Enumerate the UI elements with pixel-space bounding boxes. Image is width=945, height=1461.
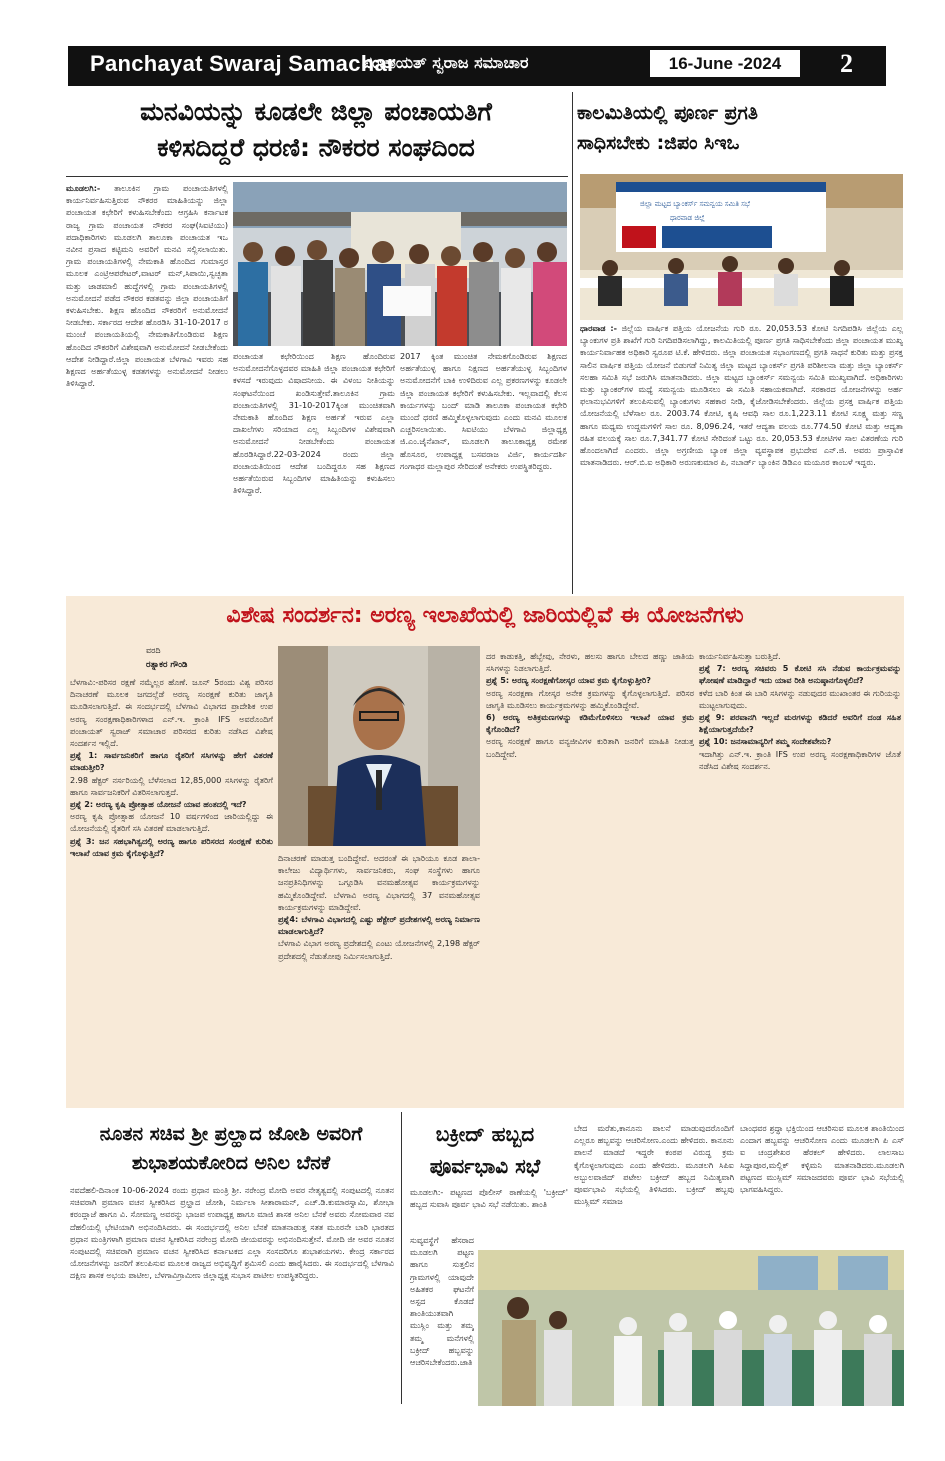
interview-intro: ಬೆಳಗಾವಿ:-ಪರಿಸರ ರಕ್ಷಣೆ ನಮ್ಮೆಲ್ಲರ ಹೊಣೆ. ಜೂನ್ 5ರಂದು ವಿಶ್ವ ಪರಿಸರ ದಿನಾಚರಣೆ ಮೂಲಕ ಜಗದಲ್ಲೆಡೆ ಅರಣ್ಯ ಸಂರಕ್ಷಣೆ ಕುರಿತು ಜಾಗೃತಿ ಮೂಡಿಸಲಾಗುತ್ತಿದೆ. ಈ ಸಂದರ್ಭದಲ್ಲಿ ಬೆಳಗಾವಿ ವಿಭಾಗದ ಪ್ರಾದೇಶಿಕ ಉಪ ಅರಣ್ಯ ಸಂರಕ್ಷಣಾಧಿಕಾರಿಗಳಾದ ಎನ್.ಇ. ಕ್ರಾಂತಿ IFS ಅವರೊಂದಿಗೆ ಪಂಚಾಯತ್ ಸ್ವರಾಜ್ ಸಮಾಚಾರ ಪರಿಸರದ ಕುರಿತು ನಡೆಸಿದ ವಿಶೇಷ ಸಂದರ್ಶನ ಇಲ್ಲಿದೆ. bbox=[70, 677, 273, 749]
interview-question-3: ಪ್ರಶ್ನೆ 3: ಜನ ಸಹಭಾಗಿತ್ವದಲ್ಲಿ ಅರಣ್ಯ ಹಾಗೂ ಪರಿಸರದ ಸಂರಕ್ಷಣೆ ಕುರಿತು ಇಲಾಖೆ ಯಾವ ಕ್ರಮ ಕೈಗೊಳ್ಳುತ್ತಿದೆ? bbox=[70, 835, 273, 858]
interview-text: ದರ ಕಾಡುಕತ್ತಿ, ಹೆಬ್ಬೇವು, ನೇರಳು, ಹಲಸು ಹಾಗೂ ಬೇಲದ ಹಣ್ಣು ಜಾತಿಯ ಸಸಿಗಳನ್ನು ನಿಡಲಾಗುತ್ತಿದೆ. bbox=[486, 651, 694, 674]
story5-headline-line2: ಪೂರ್ವಭಾವಿ ಸಭೆ bbox=[429, 1154, 541, 1178]
story2-body: ಜಿಲ್ಲೆಯ ವಾರ್ಷಿಕ ಪತ್ತಿಯ ಯೋಜನೆಯ ಗುರಿ ರೂ. 20,053.53 ಕೋಟಿ ನಿಗದಿಪಡಿಸಿ ಜಿಲ್ಲೆಯ ಎಲ್ಲ ಬ್ಯಾಂಕುಗಳ ಪ್ರತಿ ಶಾಖೆಗೆ ಗುರಿ ನಿಗದಿಪಡಿಸಲಾಗಿದ್ದು, ಕಾಲಮಿತಿಯಲ್ಲಿ ಪೂರ್ಣ ಪ್ರಗತಿ ಸಾಧಿಸಬೇಕೆಂದು ಜಿಲ್ಲಾ ಪಂಚಾಯತ ಮುಖ್ಯ ಕಾರ್ಯನಿರ್ವಾಹಕ ಅಧಿಕಾರಿ ಸ್ವರೂಪ ಟಿ.ಕೆ. ಹೇಳಿದರು. ಜಿಲ್ಲಾ ಪಂಚಾಯತ ಸಭಾಂಗಣದಲ್ಲಿ ಪ್ರಗತಿ ಸಾಧನೆ ಕುರಿತು ಮತ್ತು ಪ್ರಸಕ್ತ ಸಾಲಿನ ವಾರ್ಷಿಕ ಪತ್ತಿಯ ಯೋಜನೆ ಬಿಡುಗಡೆ ನಿಮಿತ್ಯ ಜಿಲ್ಲಾ ಮಟ್ಟದ ಬ್ಯಾಂಕರ್ಸ್ ಪ್ರಗತಿ ಪರಿಶೀಲನಾ ಮತ್ತು ಜಿಲ್ಲಾ ಬ್ಯಾಂಕರ್ಸ್ ಸಲಹಾ ಸಮಿತಿ ಸಭೆ ಜರುಗಿಸಿ ಮಾತನಾಡಿದರು. ಜಿಲ್ಲಾ ಮಟ್ಟದ ಬ್ಯಾಂಕರ್ಸ್ ಸಮನ್ವಯ ಸಮಿತಿ ಮುಖ್ಯವಾಗಿದೆ. ಅಧಿಕಾರಿಗಳು ಮತ್ತು ಬ್ಯಾಂಕರ್‌ಗಳ ಮಧ್ಯೆ ಸಮನ್ವಯ ಮೂಡಿಸಲು ಈ ಸಮಿತಿ ಸಹಾಯಕವಾಗಿದೆ. ಸರಕಾರದ ಯೋಜನೆಗಳನ್ನು ಅರ್ಹ ಫಲಾನುಭವಿಗಳಿಗೆ ತಲುಪಿಸುವಲ್ಲಿ ಬ್ಯಾಂಕುಗಳು ಸಹಕಾರ ನೀಡಿ, ಕೈಜೋಡಿಸಬೇಕೆಂದರು. ಜಿಲ್ಲೆಯ ಪ್ರಸಕ್ತ ವಾರ್ಷಿಕ ಪತ್ತಿಯ ಯೋಜನೆಯಲ್ಲಿ ಬೆಳೆಸಾಲ ರೂ. 2003.74 ಕೋಟಿ, ಕೃಷಿ ಆವಧಿ ಸಾಲ ರೂ.1,223.11 ಕೋಟಿ ಸೂಕ್ಷ್ಮ ಮತ್ತು ಸಣ್ಣ ಹಾಗೂ ಮಧ್ಯಮ ಉದ್ದಮಗಳಿಗೆ ಸಾಲ ರೂ. 8,096.24, ಇತರೆ ಆದ್ಯತಾ ವಲಯ ರೂ.774.50 ಕೋಟಿ ಮತ್ತು ಆದ್ಯತಾ ರಹಿತ ವಲಯಕ್ಕೆ ಸಾಲ ರೂ.7,341.77 ಕೋಟಿ ಸೇರಿದಂತೆ ಒಟ್ಟು ರೂ. 20,053.53 ಕೋಟಿಗಳ ಸಾಲ ವಿತರಣೆಯ ಗುರಿ ಹೊಂದಲಾಗಿದೆ ಎಂದರು. ಜಿಲ್ಲಾ ಅಗ್ರಣೀಯ ಬ್ಯಾಂಕ ಜಿಲ್ಲಾ ವ್ಯವಸ್ಥಾಪಕ ಪ್ರಭುದೇವ ಎನ್.ಜಿ. ಅವರು ಪ್ರಾಸ್ತಾವಿಕ ಮಾತನಾಡಿದರು. ಆರ್.ಬಿ.ಐ ಅಧಿಕಾರಿ ಅರುಣಕುಮಾರ ಪಿ, ನಬಾರ್ಡ್ ಬ್ಯಾಂಕಿನ ಡಿಡಿಎಂ ಮಯೂರ ಕಾಂಬಳೆ ಇದ್ದರು. bbox=[580, 323, 903, 468]
story5-column-3: ಬಾಂಧವರ ಶ್ರದ್ಧಾ ಭಕ್ತಿಯಿಂದ ಆಚರಿಸುವ ಮೂಲಕ ಶಾಂತಿಯಿಂದ ಎಂದಾಗ ಹಬ್ಬವನ್ನು ಆಚರಿಸೋಣ ಎಂದು ಮೂಡಲಗಿ ಪಿ ಎಸ್ ಐ ಚಂದ್ರಶೇಖರ ಹೆರಕಲ್ ಹೇಳಿದರು. ಲಾಲಸಾಬ ಸಿದ್ದಾಪೂರ,ಮಲ್ಲಿಕ್ ಕಳ್ಳಿಮನಿ ಮಾತನಾಡಿದರು.ಮೂಡಲಗಿ ಪಟ್ಟಣದ ಮುಸ್ಲಿಮ್ ಸಮಾಜದವರು ಪೂರ್ವ ಭಾವಿ ಸಭೆಯಲ್ಲಿ ಭಾಗವಹಿಸಿದ್ದರು. bbox=[740, 1123, 904, 1195]
interview-answer-7: ಕಳೆದ ಬಾರಿ ಕಿಂತ ಈ ಬಾರಿ ಸಸಿಗಳನ್ನು ನಡುವುದರ ಮುಖಾಂತರ ಈ ಗುರಿಯನ್ನು ಮುಟ್ಟಲಾಗುವುದು. bbox=[699, 687, 901, 710]
interview-question-4: ಪ್ರಶ್ನೆ4: ಬೆಳಗಾವಿ ವಿಭಾಗದಲ್ಲಿ ಎಷ್ಟು ಹೆಕ್ಟೇರ್ ಪ್ರದೇಶಗಳಲ್ಲಿ ಅರಣ್ಯ ನಿರ್ಮಾಣ ಮಾಡಲಾಗುತ್ತಿದೆ? bbox=[278, 914, 480, 937]
interview-question-9: ಪ್ರಶ್ನೆ 9: ಪರವಾನಗಿ ಇಲ್ಲದೆ ಮರಗಳನ್ನು ಕಡಿದರೆ ಅವರಿಗೆ ದಂಡ ಸಹಿತ ಶಿಕ್ಷೆಯಾಗುತ್ತದೆಯೇ? bbox=[699, 712, 901, 735]
story5-headline-line1: ಬಕ್ರೀದ್ ಹಬ್ಬದ bbox=[435, 1122, 535, 1146]
story5-photo bbox=[478, 1250, 904, 1406]
story3-column-1 bbox=[70, 676, 273, 1108]
story1-headline bbox=[66, 94, 566, 167]
story4-text: ನವದೆಹಲಿ-ದಿನಾಂಕ 10-06-2024 ರಂದು ಪ್ರಧಾನ ಮಂತ್ರಿ ಶ್ರೀ. ನರೇಂದ್ರ ಮೋದಿ ಅವರ ನೇತೃತ್ವದಲ್ಲಿ ಸಂಪುಟದಲ್ಲಿ ನೂತನ ಸಚಿವರಾಗಿ ಪ್ರಮಾಣ ವಚನ ಸ್ವೀಕರಿಸಿದ ಪ್ರಲ್ಹಾದ ಜೋಶಿ, ನಿರ್ಮಲಾ ಸೀತಾರಾಮನ್, ಎಚ್.ಡಿ.ಕುಮಾರಸ್ವಾಮಿ, ಶೋಭಾ ಕರಂದ್ಲಾಜೆ ಹಾಗೂ ವಿ. ಸೋಮಣ್ಣ ಅವರನ್ನು ಭಾಜಪ ಉಪಾಧ್ಯಕ್ಷ ಹಾಗೂ ಮಾಜಿ ಶಾಸಕ ಅನಿಲ ಬೆನಕೆ ಅವರು ಸೋಮವಾರ ನವ ದೆಹಲಿಯಲ್ಲಿ ಭೇಟಿಯಾಗಿ ಅಭಿನಂದಿಸಿದರು. ಈ ಸಂದರ್ಭದಲ್ಲಿ ಅನಿಲ ಬೆನಕೆ ಮಾತನಾಡುತ್ತ ಸತತ ಮೂರನೇ ಬಾರಿ ಭಾರತದ ಪ್ರಧಾನ ಮಂತ್ರಿಗಳಾಗಿ ಪ್ರಮಾಣ ವಚನ ಸ್ವೀಕರಿಸಿದ ನರೇಂದ್ರ ಮೋದಿ ಜೀಯವರನ್ನು ಅಭಿನಂದಿಸುತ್ತೇನೆ. ಮೋದಿ ಜೀ ಅವರ ನೂತನ ಸಂಪುಟದಲ್ಲಿ ಸಚಿವರಾಗಿ ಪ್ರಮಾಣ ವಚನ ಸ್ವೀಕರಿಸಿದ ಕರ್ನಾಟಕದ ಎಲ್ಲಾ ಸಂಸದರಿಗೂ ಶುಭಾಶಯಗಳು. ಕೇಂದ್ರ ಸರ್ಕಾರದ ಯೋಜನೆಗಳನ್ನು ಜನರಿಗೆ ತಲುಪಿಸುವ ಮೂಲಕ ರಾಜ್ಯದ ಅಭಿವೃದ್ಧಿಗೆ ಶ್ರಮಿಸಲಿ ಎಂದು ಹಾರೈಸಿದರು. ಈ ಸಂದರ್ಭದಲ್ಲಿ ಬೆಳಗಾವಿ ದಕ್ಷಿಣ ಶಾಸಕ ಅಭಯ ಪಾಟೀಲ, ಬೆಳಗಾವಿಗ್ರಾಮೀಣ ಜಿಲ್ಲಾಧ್ಯಕ್ಷ ಸುಭಾಸ ಪಾಟೀಲ ಉಪಸ್ಥಿತರಿದ್ದರು. bbox=[70, 1185, 394, 1281]
story2-text bbox=[580, 322, 903, 590]
story4-headline-line2: ಶುಭಾಶಯಕೋರಿದ ಅನಿಲ ಬೆನಕೆ bbox=[131, 1152, 331, 1175]
story1-photo bbox=[233, 182, 567, 346]
interview-text: ಕಾರ್ಯನಿರ್ವಹಿಸುತ್ತಾ ಬರುತ್ತಿದೆ. bbox=[699, 651, 781, 661]
story3-column-4 bbox=[699, 650, 901, 1108]
story5-column-1: ಸುವ್ಯವಸ್ಥೆಗೆ ಹೆಸರಾದ ಮೂಡಲಗಿ ಪಟ್ಟಣ ಹಾಗೂ ಸುತ್ತಲಿನ ಗ್ರಾಮಗಳಲ್ಲಿ ಯಾವುದೇ ಅಹಿತಕರ ಘಟನೆಗೆ ಅಸ್ಪದ ಕೊಡದೆ ಶಾಂತಿಯುತವಾಗಿ ಮುಸ್ಲಿಂ ಮತ್ತು ತಮ್ಮ ತಮ್ಮ ಮನೆಗಳಲ್ಲಿ ಬಕ್ರೀದ್ ಹಬ್ಬವನ್ನು ಆಚರಿಸಬೇಕೆಂದರು.ಜಾತಿ bbox=[410, 1235, 474, 1368]
masthead-title-english: Panchayat Swaraj Samachar bbox=[90, 51, 396, 76]
interview-answer-2: ಅರಣ್ಯ ಕೃಷಿ ಪ್ರೋತ್ಸಾಹ ಯೋಜನೆ 10 ವರ್ಷಗಳಿಂದ ಜಾರಿಯಲ್ಲಿದ್ದು ಈ ಯೋಜನೆಯಲ್ಲಿ ರೈತರಿಗೆ ಸಸಿ ವಿತರಣೆ ಮಾಡಲಾಗುತ್ತಿದೆ. bbox=[70, 811, 273, 834]
story5-headline bbox=[405, 1118, 565, 1182]
story3-column-2 bbox=[278, 852, 480, 1108]
banner-text: ಧಾರವಾಡ ಜಿಲ್ಲೆ bbox=[670, 214, 705, 222]
story5-intro: ಮೂಡಲಗಿ:- ಪಟ್ಟಣದ ಪೊಲೀಸ್ ಠಾಣೆಯಲ್ಲಿ 'ಬಕ್ರೀದ್' ಹಬ್ಬದ ಸುವಾಸಿ ಪೂರ್ವ ಭಾವಿ ಸಭೆ ನಡೆಯಿತು. ಶಾಂತಿ bbox=[410, 1187, 568, 1210]
interview-question-10: ಪ್ರಶ್ನೆ 10: ಜನಸಾಮಾನ್ಯರಿಗೆ ತಮ್ಮ ಸಂದೇಶವೇನು? bbox=[699, 736, 832, 747]
interview-answer-1: 2.98 ಹೆಕ್ಟರ್ ನರ್ಸರಿಯಲ್ಲಿ ಬೆಳೆಸಲಾದ 12,85,000 ಸಸಿಗಳನ್ನು ರೈತರಿಗೆ ಹಾಗೂ ಸಾರ್ವಜನಿಕರಿಗೆ ವಿತರಿಸಲಾಗುತ್ತದೆ. bbox=[70, 774, 273, 797]
story5-column-2: ಬೇದ ಮರೆತು,ಕಾನೂನು ಪಾಲನೆ ಮಾಡುವುದರೊಂದಿಗೆ ಎಲ್ಲರೂ ಹಬ್ಬವನ್ನು ಆಚರಿಸೋಣ.ಎಂದು ಹೇಳಿದರು. ಕಾನೂನು ಪಾಲನೆ ಮಾಡದೆ ಇದ್ದರೇ ಕಂಠಪ ವಿರುದ್ಧ ಕ್ರಮ ಕೈಗೊಳ್ಳಲಾಗುವುದು ಎಂದು ಹೇಳಿದರು. ಮೂಡಲಗಿ ಸಿಪಿಐ ಅಬ್ಬುಲವಾಜಿದ್ ಪಟೇಲ ಬಕ್ರೀದ್ ಹಬ್ಬದ ನಿಮಿತ್ಯವಾಗಿ ಪೂರ್ವಭಾವಿ ಸಭೆಯಲ್ಲಿ ತಿಳಿಸಿದರು. ಬಕ್ರೀದ್ ಹಬ್ಬವು ಮುಸ್ಲಿಮ್ ಸಮಾಜ bbox=[574, 1123, 734, 1207]
issue-date: 16-June -2024 bbox=[650, 50, 800, 77]
interview-answer-10: ಇದಾಗಿತ್ತು ಎನ್.ಇ. ಕ್ರಾಂತಿ IFS ಉಪ ಅರಣ್ಯ ಸಂರಕ್ಷಣಾಧಿಕಾರಿಗಳ ಜೊತೆ ನಡೆಸಿದ ವಿಶೇಷ ಸಂದರ್ಶನ. bbox=[699, 748, 901, 771]
byline-label: ವರದಿ bbox=[146, 646, 161, 655]
masthead-title-kannada: ಪಂಚಾಯತ್ ಸ್ವರಾಜ ಸಮಾಚಾರ bbox=[362, 53, 529, 72]
story2-photo bbox=[580, 174, 903, 320]
story1-headline-line1: ಮನವಿಯನ್ನು ಕೂಡಲೇ ಜಿಲ್ಲಾ ಪಂಚಾಯತಿಗೆ bbox=[140, 97, 492, 126]
divider bbox=[572, 92, 573, 594]
byline-name: ರತ್ನಾಕರ ಗೌಂಡಿ bbox=[146, 660, 188, 670]
interview-answer-5: ಅರಣ್ಯ ಸಂರಕ್ಷಣಾ ಗೋಸ್ಕರ ಅನೇಕ ಕ್ರಮಗಳನ್ನು ಕೈಗೊಳ್ಳಲಾಗುತ್ತಿದೆ. ಪರಿಸರ ಜಾಗೃತಿ ಮೂಡಿಸಲು ಕಾರ್ಯಕ್ರಮಗಳನ್ನು ಹಮ್ಮಿಕೊಂಡಿದ್ದೇವೆ. bbox=[486, 687, 694, 710]
story1-column-2: ಪಂಚಾಯತ ಕಛೇರಿಯಿಂದ ಶಿಕ್ಷಣ ಹೊಂದಿರುವ ಅನುಮೋದನೆಗೊಳ್ಳದವರ ಮಾಹಿತಿ ಜಿಲ್ಲಾ ಪಂಚಾಯತ ಕಛೇರಿಗೆ ಕಳಸದೆ ಇರುವುದು ವಿಷಾದನೀಯ. ಈ ವಿಳಂಬ ನೀತಿಯನ್ನು ಸಂಘಟನೆಯಿಂದ ಖಂಡಿಸುತ್ತೇವೆ.ತಾಲೂಕಿನ ಗ್ರಾಮ ಪಂಚಾಯತಿಗಳಲ್ಲಿ 31-10-2017ಕ್ಕಿಂತ ಮುಂಚಿತವಾಗಿ ನೇಮಕಾತಿ ಹೊಂದಿದ ಶಿಕ್ಷಣ ಅರ್ಹತೆ ಇರುವ ಎಲ್ಲಾ ದಾಖಲೆಗಳು ಸರಿಯಾದ ಎಲ್ಲ ಸಿಬ್ಬಂದಿಗಳ ವಿಶೇಷವಾಗಿ ಅನುಮೋದನೆ ನೀಡಬೇಕೆಂದು ಪಂಚಾಯತ ಹೊರಡಿಸಿದ್ದಾರೆ.22-03-2024 ರಂದು ಜಿಲ್ಲಾ ಪಂಚಾಯತಿಯಿಂದ ಆದೇಶ ಬಂದಿದ್ದರೂ ಸಹ ಶಿಕ್ಷಣದ ಅರ್ಹತೆಯಿರುವ ಸಿಬ್ಬಂದಿಗಳ ಮಾಹಿತಿಯನ್ನು ಕಳುಹಿಸಲು ತಿಳಿಸಿದ್ದಾರೆ. bbox=[233, 351, 395, 496]
divider bbox=[66, 176, 568, 177]
story1-dateline: ಮೂಡಲಗಿ:- bbox=[66, 183, 101, 193]
interview-answer-6: ಅರಣ್ಯ ಸಂರಕ್ಷಣೆ ಹಾಗೂ ವನ್ಯಜೀವಿಗಳ ಕುರಿತಾಗಿ ಜನರಿಗೆ ಮಾಹಿತಿ ನೀಡುತ್ತ ಬಂದಿದ್ದೇವೆ. bbox=[486, 736, 694, 759]
interview-text: ದಿನಾಚರಣೆ ಮಾಡುತ್ತ ಬಂದಿದ್ದೇವೆ. ಅದರಂತೆ ಈ ಭಾರಿಯೂ ಕೂಡ ಶಾಲಾ-ಕಾಲೇಜು ವಿದ್ಯಾರ್ಥಿಗಳು, ಸಾರ್ವಜನಿಕರು, ಸಂಘ ಸಂಸ್ಥೆಗಳು ಹಾಗೂ ಜನಪ್ರತಿನಿಧಿಗಳನ್ನು ಒಗ್ಗೂಡಿಸಿ ವನಮಹೋತ್ಸವ ಕಾರ್ಯಕ್ರಮಗಳನ್ನು ಹಮ್ಮಿಕೊಂಡಿದ್ದೇವೆ. ಬೆಳಗಾವಿ ಅರಣ್ಯ ವಿಭಾಗದಲ್ಲಿ 37 ವನಮಹೋತ್ಸವ ಕಾರ್ಯಕ್ರಮಗಳನ್ನು ಮಾಡಿದ್ದೇವೆ. bbox=[278, 853, 480, 912]
story3-headline: ವಿಶೇಷ ಸಂದರ್ಶನ: ಅರಣ್ಯ ಇಲಾಖೆಯಲ್ಲಿ ಜಾರಿಯಲ್ಲಿವೆ ಈ ಯೋಜನೆಗಳು bbox=[226, 603, 744, 628]
interview-answer-4: ಬೆಳಗಾವಿ ವಿಭಾಗ ಅರಣ್ಯ ಪ್ರದೇಶದಲ್ಲಿ ಎಂಟು ಯೋಜನೆಗಳಲ್ಲಿ 2,198 ಹೆಕ್ಟರ್ ಪ್ರದೇಶದಲ್ಲಿ ನೆಡುತೋಪು ನಿರ್ಮಿಸಲಾಗುತ್ತಿದೆ. bbox=[278, 938, 480, 961]
banner-text: ಜಿಲ್ಲಾ ಮಟ್ಟದ ಬ್ಯಾಂಕರ್ಸ್ ಸಮನ್ವಯ ಸಮಿತಿ ಸಭೆ bbox=[640, 200, 750, 208]
interview-question-6: 6) ಅರಣ್ಯ ಅತಿಕ್ರಮಣಗಳನ್ನು ಕಡಿಮೆಗೊಳಿಸಲು ಇಲಾಖೆ ಯಾವ ಕ್ರಮ ಕೈಗೊಂಡಿದೆ? bbox=[486, 712, 694, 735]
interview-question-2: ಪ್ರಶ್ನೆ 2: ಅರಣ್ಯ ಕೃಷಿ ಪ್ರೋತ್ಸಾಹ ಯೋಜನೆ ಯಾವ ಹಂತದಲ್ಲಿ ಇದೆ? bbox=[70, 799, 247, 810]
divider bbox=[401, 1112, 402, 1404]
interview-portrait bbox=[278, 646, 480, 846]
page-number: 2 bbox=[840, 49, 853, 78]
story4-headline bbox=[66, 1120, 396, 1179]
interview-question-7: ಪ್ರಶ್ನೆ 7: ಅರಣ್ಯ ಸಚಿವರು 5 ಕೋಟಿ ಸಸಿ ನೆಡುವ ಕಾರ್ಯಕ್ರಮವನ್ನು ಘೋಷಣೆ ಮಾಡಿದ್ದಾರೆ ಇದು ಯಾವ ರೀತಿ ಅನುಷ್ಠಾನಗೊಳ್ಳಲಿದೆ? bbox=[699, 663, 901, 686]
story2-headline-line1: ಕಾಲಮಿತಿಯಲ್ಲಿ ಪೂರ್ಣ ಪ್ರಗತಿ bbox=[577, 102, 758, 124]
story1-text-1: ತಾಲೂಕಿನ ಗ್ರಾಮ ಪಂಚಾಯತಿಗಳಲ್ಲಿ ಕಾರ್ಯನಿರ್ವಹಿಸುತ್ತಿರುವ ನೌಕರರ ಮಾಹಿತಿಯನ್ನು ಜಿಲ್ಲಾ ಪಂಚಾಯತ ಕಛೇರಿಗೆ ಕಳುಹಿಸಬೇಕೆಂದು ಆಗ್ರಹಿಸಿ ಕರ್ನಾಟಕ ರಾಜ್ಯ ಗ್ರಾಮ ಪಂಚಾಯತ ನೌಕರರ ಸಂಘ(ಸಿಐಟಿಯು) ಪದಾಧಿಕಾರಿಗಳು ಮೂಡಲಗಿ ತಾಲೂಕಾ ಪಂಚಾಯತ ಇಒ ನವೀನ ಪ್ರಸಾದ ಕಟ್ಟಿಮನಿ ಅವರಿಗೆ ಮನವಿ ಸಲ್ಲಿಸಲಾಯಿತು. ಗ್ರಾಮ ಪಂಚಾಯತಿಗಳಲ್ಲಿ ನೇಮಕಾತಿ ಹೊಂದಿದ ಗುಮಾಸ್ತರ ಮೂಲಕ ಎಂಟ್ರಿಆಪರೇಟರ್,ವಾಟರ್ ಮನ್,ಸಿಪಾಯಿ,ಸ್ವಚ್ಛತಾ ಮತ್ತು ಜಾಡಮಾಲಿ ಹುದ್ದೆಗಳಲ್ಲಿ ಗ್ರಾಮ ಪಂಚಾಯತಿಗಳಲ್ಲಿ ಅನುಮೋದನೆ ಪಡೆದ ನೌಕರರ ಕಡತವನ್ನು ಜಿಲ್ಲಾ ಪಂಚಾಯತಿಗೆ ಕಳುಹಿಸಬೇಕು. ಶಿಕ್ಷಣ ಹೊಂದಿದ ನೌಕರರಿಗೆ ಅನುಮೋದನೆ ನೀಡಬೇಕು. ಸರ್ಕಾರದ ಆದೇಶ ಹೊರಡಿಸಿ 31-10-2017 ರ ಮುಂಚೆ ಪಂಚಾಯತಿಯಲ್ಲಿ ನೇಮಕಾತಿಗೊಂಡಿರುವ ಶಿಕ್ಷಣ ಹೊಂದಿದ ನೌಕರರಿಗೆ ವಿಶೇಷವಾಗಿ ಅನುಮೋದನೆ ನೀಡಬೇಕೆಂದು ಆದೇಶ ನೀಡಿದ್ದಾರೆ.ಜಿಲ್ಲಾ ಪಂಚಾಯತ ಬೆಳಗಾವಿ ಇವರು ಸಹ ಶಿಕ್ಷಣದ ಅರ್ಹತೆಯುಳ್ಳ ಕಡತಗಳನ್ನು ಅನುಮೋದನೆ ನೀಡಲು ತಿಳಿಸಿದ್ದಾರೆ. bbox=[66, 183, 228, 389]
interview-question-1: ಪ್ರಶ್ನೆ 1: ಸಾರ್ವಜನಿಕರಿಗೆ ಹಾಗೂ ರೈತರಿಗೆ ಸಸಿಗಳನ್ನು ಹೇಗೆ ವಿತರಣೆ ಮಾಡುತ್ತೀರಿ? bbox=[70, 750, 273, 773]
interview-question-5: ಪ್ರಶ್ನೆ 5: ಅರಣ್ಯ ಸಂರಕ್ಷಣೆಗೋಸ್ಕರ ಯಾವ ಕ್ರಮ ಕೈಗೊಳ್ಳುತ್ತೀರಿ? bbox=[486, 675, 651, 686]
story1-column-3: 2017 ಕ್ಕಿಂತ ಮುಂಚಿತ ನೇಮಕಗೊಂಡಿರುವ ಶಿಕ್ಷಣದ ಅರ್ಹತೆಯುಳ್ಳ ಹಾಗೂ ನಿಕ್ಷಣದ ಅರ್ಹತೆಯುಳ್ಳ ಸಿಬ್ಬಂದಿಗಳ ಅನುಮೋದನೆಗೆ ಬಾಕಿ ಉಳಿದಿರುವ ಎಲ್ಲ ಪ್ರಕರಣಗಳನ್ನು ಕೂಡಲೇ ಜಿಲ್ಲಾ ಪಂಚಾಯತ ಕಛೇರಿಗೆ ಕಳುಹಿಸಬೇಕು. ಇಲ್ಲವಾದಲ್ಲಿ ಕೆಲಸ ಕಾರ್ಯಗಳನ್ನು ಬಂದ್ ಮಾಡಿ ತಾಲೂಕಾ ಪಂಚಾಯತ ಕಛೇರಿ ಮುಂದೆ ಧರಣಿ ಹಮ್ಮಿಕೊಳ್ಳಲಾಗುವುದು ಎಂದು ಮನವಿ ಮೂಲಕ ಎಚ್ಚರಿಸಲಾಯಿತು. ಸಿಐಟಿಯು ಬೆಳಗಾವಿ ಜಿಲ್ಲಾಧ್ಯಕ್ಷ ಜಿ.ಎಂ.ಜೈನೆಖಾನ್, ಮೂಡಲಗಿ ತಾಲೂಕಾಧ್ಯಕ್ಷ ರಮೇಶ ಹೊಸೂರ, ಉಪಾಧ್ಯಕ್ಷ ಬಸವರಾಜ ವಿರ್ಜಿ, ಕಾರ್ಯದರ್ಶಿ ಗಂಗಾಧರ ಮಲ್ಲಾಪುರ ಸೇರಿದಂತೆ ಅನೇಕರು ಉಪಸ್ಥಿತರಿದ್ದರು. bbox=[400, 351, 567, 471]
story4-headline-line1: ನೂತನ ಸಚಿವ ಶ್ರೀ ಪ್ರಲ್ಹಾದ ಜೋಶಿ ಅವರಿಗೆ bbox=[99, 1123, 363, 1145]
story2-dateline: ಧಾರವಾಡ :- bbox=[580, 323, 618, 333]
story2-headline bbox=[577, 98, 877, 159]
story1-headline-line2: ಕಳಿಸದಿದ್ದರೆ ಧರಣಿ: ನೌಕರರ ಸಂಘದಿಂದ bbox=[157, 133, 475, 163]
story2-headline-line2: ಸಾಧಿಸಬೇಕು :ಜಿಪಂ ಸಿಇಒ bbox=[577, 132, 740, 155]
story3-column-3 bbox=[486, 650, 694, 1108]
